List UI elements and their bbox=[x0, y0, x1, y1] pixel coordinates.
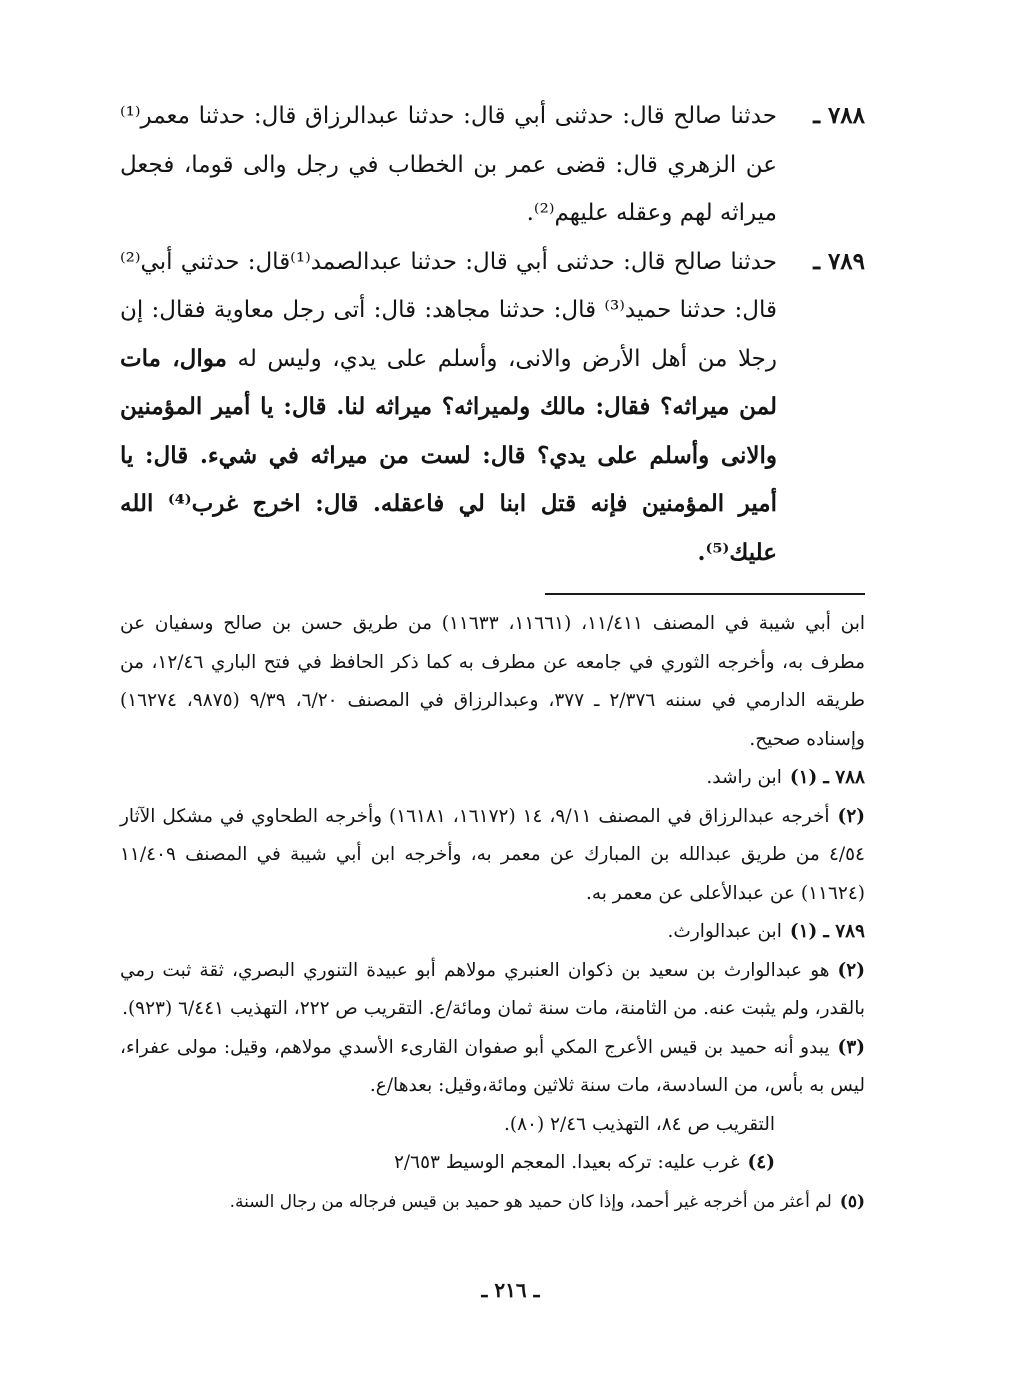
entry-text-bold: موال، مات لمن ميراثه؟ فقال: مالك ولميراثه؟ ميراثه لنا. قال: يا أمير المؤمنين والانى وأسلم على يدي؟ قال: لست من ميراثه في شيء. قال: يا أمير المؤمنين فإنه قتل ابنا لي فاعقله. قال: اخرج غرب⁽⁴⁾ الله عليك⁽⁵⁾. bbox=[120, 344, 777, 566]
footnote-789-2 bbox=[120, 952, 865, 1029]
footnote-789-4 bbox=[120, 1144, 865, 1183]
footnote-text: ابن راشد. bbox=[706, 767, 782, 788]
entry-number: ٧٨٨ ـ bbox=[813, 102, 865, 129]
footnote-text: أخرجه عبدالرزاق في المصنف ٩/١١، ١٤ (١٦١٧٢، ١٦١٨١) وأخرجه الطحاوي في مشكل الآثار ٤/٥٤ من طريق عبدالله بن المبارك عن معمر به، وأخرجه ابن أبي شيبة في المصنف ١١/٤٠٩ (١١٦٢٤) عن عبدالأعلى عن معمر به. bbox=[120, 805, 865, 904]
footnote-group-789 bbox=[120, 913, 865, 1221]
footnote-label: (٤) bbox=[747, 1152, 775, 1173]
footnote-789-3 bbox=[120, 1029, 865, 1106]
page-number: ـ ٢١٦ ـ bbox=[481, 1278, 540, 1302]
footnote-separator bbox=[545, 593, 865, 595]
entry-number: ٧٨٩ ـ bbox=[813, 247, 865, 275]
footnote-text: يبدو أنه حميد بن قيس الأعرج المكي أبو صفوان القارىء الأسدي مولاهم، وقيل: مولى عفراء، ليس به بأس، من السادسة، مات سنة ثلاثين ومائة،وقيل: بعدها/ع. bbox=[120, 1036, 865, 1096]
hadith-entry-789 bbox=[120, 238, 865, 578]
entry-text bbox=[120, 238, 777, 578]
footnote-label: (١) bbox=[789, 921, 818, 942]
footnotes bbox=[120, 605, 865, 1221]
hadith-entry-788 bbox=[120, 92, 865, 238]
footnote-text: التقريب ص ٨٤، التهذيب ٢/٤٦ (٨٠). bbox=[503, 1113, 775, 1135]
footnote-label: (١) bbox=[789, 767, 818, 788]
footnote-789-3-continuation bbox=[120, 1106, 865, 1145]
footnote-text: غرب عليه: تركه بعيدا. المعجم الوسيط ٢/٦٥٣ bbox=[393, 1152, 740, 1173]
footnote-label: (٢) bbox=[837, 805, 866, 827]
footnote-text: لم أعثر من أخرجه غير أحمد، وإذا كان حميد هو حميد بن قيس فرجاله من رجال السنة. bbox=[229, 1191, 832, 1212]
footnote-group-number: ٧٨٩ ـ bbox=[823, 921, 865, 942]
footnote-preface: ابن أبي شيبة في المصنف ١١/٤١١، (١١٦٦١، ١١٦٣٣) من طريق حسن بن صالح وسفيان عن مطرف به، وأخرجه الثوري في جامعه عن مطرف به كما ذكر الحافظ في فتح الباري ١٢/٤٦، من طريقه الدارمي في سننه ٢/٣٧٦ ـ ٣٧٧، وعبدالرزاق في المصنف ٦/٢٠، ٩/٣٩ (٩٨٧٥، ١٦٢٧٤) وإسناده صحيح. bbox=[120, 613, 866, 750]
footnote-789-5 bbox=[120, 1183, 865, 1222]
entry-text-plain: حدثنا صالح قال: حدثنى أبي قال: حدثنا عبدالصمد⁽¹⁾قال: حدثني أبي⁽²⁾ قال: حدثنا حميد⁽³⁾ قال: حدثنا مجاهد: قال: أتى رجل معاوية فقال: إن رجلا من أهل الأرض والانى، وأسلم على يدي، وليس له bbox=[120, 248, 778, 372]
footnote-788-2 bbox=[120, 798, 865, 914]
footnote-label: (٥) bbox=[839, 1191, 865, 1212]
footnote-group-number: ٧٨٨ ـ bbox=[823, 767, 865, 788]
footnote-text: هو عبدالوارث بن سعيد بن ذكوان العنبري مولاهم أبو عبيدة التنوري البصري، ثقة ثبت رمي بالقدر، ولم يثبت عنه. من الثامنة، مات سنة ثمان ومائة/ع. التقريب ص ٢٢٢، التهذيب ٦/٤٤١ (٩٢٣). bbox=[120, 959, 865, 1019]
footnote-group-788 bbox=[120, 759, 865, 913]
footnote-text: ابن عبدالوارث. bbox=[667, 921, 782, 942]
footnote-789-1 bbox=[120, 913, 865, 952]
footnote-788-1 bbox=[120, 759, 865, 798]
footnote-label: (٣) bbox=[837, 1036, 865, 1058]
footnote-label: (٢) bbox=[837, 959, 865, 981]
page-content bbox=[120, 92, 865, 1342]
entry-text: حدثنا صالح قال: حدثنى أبي قال: حدثنا عبدالرزاق قال: حدثنا معمر⁽¹⁾ عن الزهري قال: قضى عمر بن الخطاب في رجل والى قوما، فجعل ميراثه لهم وعقله عليهم⁽²⁾. bbox=[120, 103, 777, 226]
